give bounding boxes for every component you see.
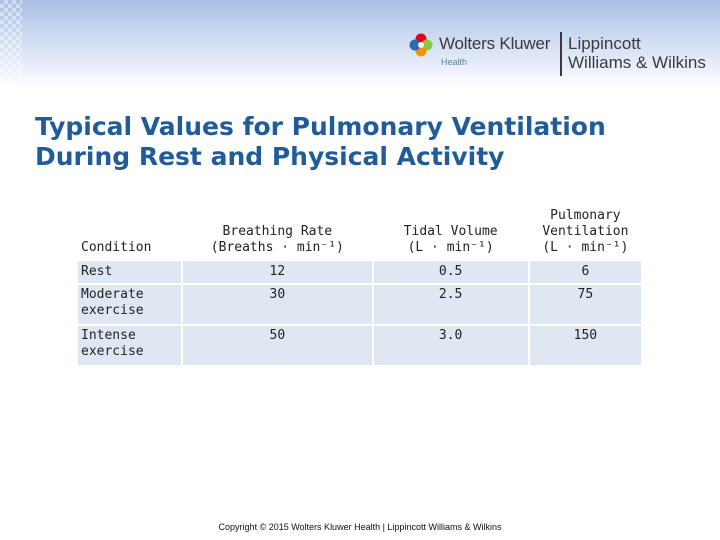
table-row bbox=[78, 261, 641, 283]
slide-title bbox=[35, 112, 606, 172]
cell-tidal-volume: 2.5 bbox=[374, 285, 528, 324]
header-cell-breathing-rate bbox=[183, 202, 371, 259]
logo-publisher-line: Williams & Wilkins bbox=[568, 53, 706, 72]
cell-pulmonary-ventilation: 75 bbox=[530, 285, 641, 324]
cell-pulmonary-ventilation: 150 bbox=[530, 326, 641, 365]
cell-breathing-rate: 12 bbox=[183, 261, 371, 283]
copyright-footer: Copyright © 2015 Wolters Kluwer Health | Lippincott Williams & Wilkins bbox=[218, 522, 502, 532]
cell-pulmonary-ventilation: 6 bbox=[530, 261, 641, 283]
cell-breathing-rate: 50 bbox=[183, 326, 371, 365]
logo-publisher-line: Lippincott bbox=[568, 34, 641, 53]
slide-title-line: During Rest and Physical Activity bbox=[35, 142, 505, 171]
logo-division: Health bbox=[441, 57, 468, 67]
header-text: Pulmonary bbox=[550, 208, 621, 223]
header-text: Breathing Rate bbox=[222, 224, 333, 239]
wolters-kluwer-logo-icon bbox=[408, 32, 434, 58]
header-text: (Breaths · min⁻¹) bbox=[210, 240, 344, 255]
logo-publisher-name bbox=[568, 34, 706, 72]
header-text: Condition bbox=[81, 240, 152, 255]
publisher-logo bbox=[408, 30, 718, 80]
condition-text: exercise bbox=[81, 303, 144, 318]
ventilation-table bbox=[76, 200, 643, 367]
table-header-row bbox=[78, 202, 641, 259]
cell-condition bbox=[78, 261, 181, 283]
logo-divider bbox=[560, 32, 562, 76]
condition-text: exercise bbox=[81, 344, 144, 359]
header-cell-condition bbox=[78, 202, 181, 259]
condition-text: Rest bbox=[81, 264, 113, 279]
logo-company-name: Wolters Kluwer bbox=[439, 34, 551, 53]
cell-tidal-volume: 0.5 bbox=[374, 261, 528, 283]
header-text: Ventilation bbox=[542, 224, 629, 239]
header-cell-tidal-volume bbox=[374, 202, 528, 259]
header-text: (L · min⁻¹) bbox=[542, 240, 629, 255]
table-row bbox=[78, 326, 641, 365]
header-text: (L · min⁻¹) bbox=[407, 240, 494, 255]
cell-condition bbox=[78, 326, 181, 365]
cell-breathing-rate: 30 bbox=[183, 285, 371, 324]
condition-text: Intense bbox=[81, 328, 136, 343]
cell-condition bbox=[78, 285, 181, 324]
slide-title-line: Typical Values for Pulmonary Ventilation bbox=[35, 112, 606, 141]
decorative-pattern bbox=[0, 0, 22, 88]
cell-tidal-volume: 3.0 bbox=[374, 326, 528, 365]
header-text: Tidal Volume bbox=[403, 224, 498, 239]
table-row bbox=[78, 285, 641, 324]
header-cell-pulmonary-ventilation bbox=[530, 202, 641, 259]
condition-text: Moderate bbox=[81, 287, 144, 302]
